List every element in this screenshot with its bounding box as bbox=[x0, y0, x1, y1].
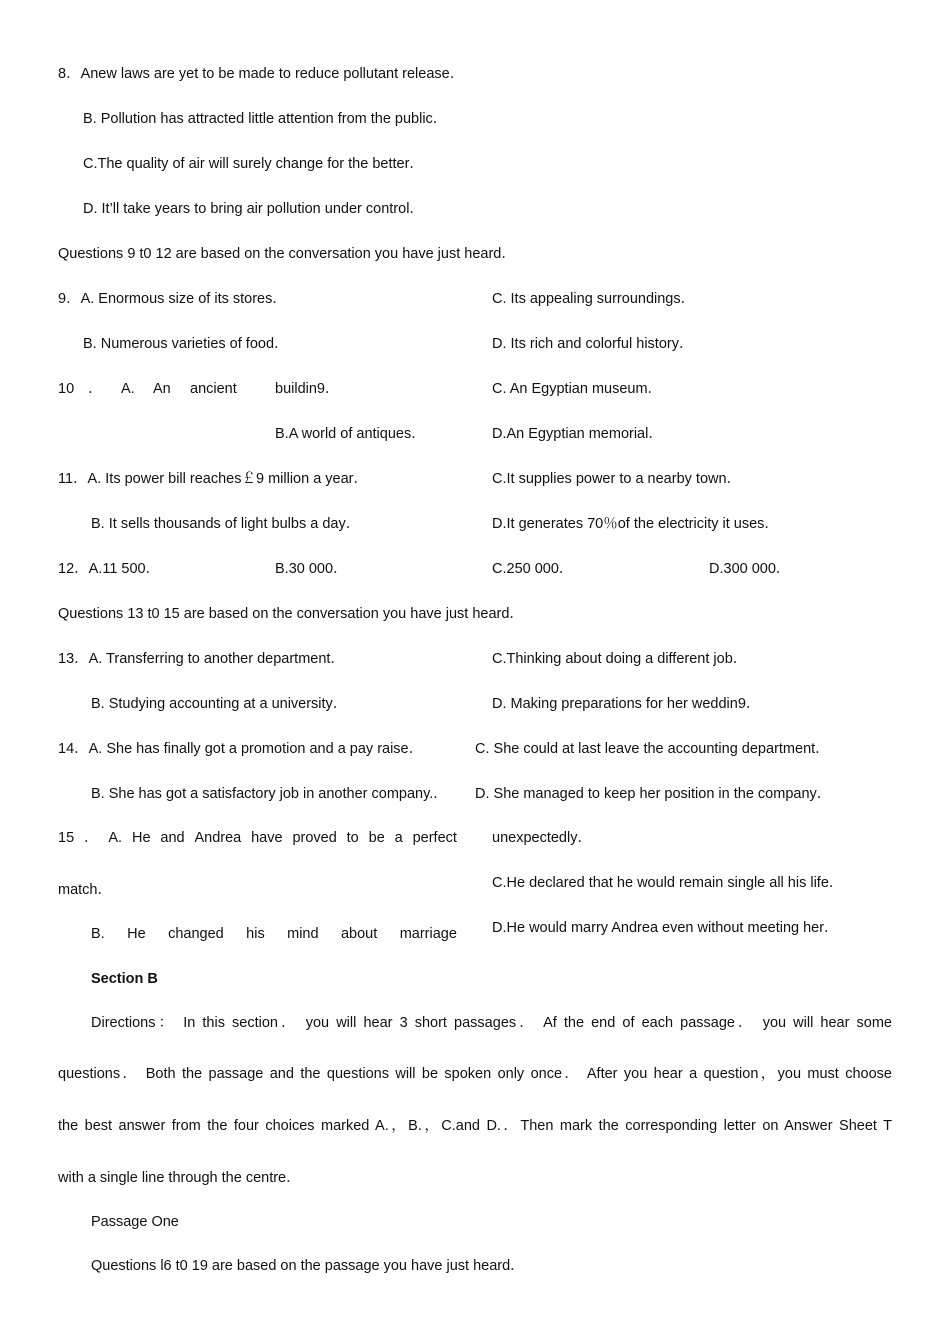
q15-b-word: He bbox=[127, 926, 146, 942]
q12-option-a: 12．A.11 500． bbox=[58, 561, 161, 577]
q14-option-c: C. She could at last leave the accounting department． bbox=[475, 741, 830, 757]
section-b-directions-line1: Directions： In this section． you will hear 3 short passages． Af the end of each passage． you will hear some bbox=[91, 1015, 892, 1031]
q15-b-word: changed bbox=[168, 926, 224, 942]
q11-option-a: 11．A. Its power bill reaches￡9 million a year． bbox=[58, 471, 368, 487]
passage-one-intro: Questions l6 t0 19 are based on the passage you have just heard． bbox=[91, 1258, 525, 1274]
q11-option-d: D.It generates 70％of the electricity it uses． bbox=[492, 516, 779, 532]
q13-option-c: C.Thinking about doing a different job． bbox=[492, 651, 748, 667]
q10-option-a-word: ancient bbox=[190, 381, 237, 397]
q14-option-d: D. She managed to keep her position in the company． bbox=[475, 786, 832, 802]
q10-option-b: B.A world of antiques． bbox=[275, 426, 426, 442]
passage-one-title: Passage One bbox=[91, 1214, 179, 1230]
q15-a-word: He bbox=[131, 830, 151, 846]
q10-option-c: C. An Egyptian museum． bbox=[492, 381, 663, 397]
section-b-directions-line4: with a single line through the centre． bbox=[58, 1170, 301, 1186]
q15-a-word: proved bbox=[292, 830, 337, 846]
q13-option-b: B. Studying accounting at a university． bbox=[91, 696, 348, 712]
q10-option-a-word: buildin9． bbox=[275, 381, 340, 397]
q14-option-a: 14．A. She has finally got a promotion and a pay raise． bbox=[58, 741, 424, 757]
q15-option-c: C.He declared that he would remain single all his life． bbox=[492, 875, 844, 891]
q15-a-word: and bbox=[160, 830, 185, 846]
q9-option-c: C. Its appealing surroundings． bbox=[492, 291, 696, 307]
q15-a-word: be bbox=[368, 830, 385, 846]
q9-option-a: 9．A. Enormous size of its stores． bbox=[58, 291, 287, 307]
q15-a-word: 15 bbox=[58, 830, 75, 846]
questions-13-15-intro: Questions 13 t0 15 are based on the conversation you have just heard． bbox=[58, 606, 524, 622]
q10-number: 10 bbox=[58, 381, 75, 397]
q8-option-b: B. Pollution has attracted little attention from the public． bbox=[83, 111, 448, 127]
q10-number-dot: ． bbox=[88, 381, 103, 397]
section-b-directions-line3: the best answer from the four choices marked A.，B.，C.and D.．Then mark the corresponding letter on Answer Sheet T bbox=[58, 1118, 892, 1134]
q15-b-word: B. bbox=[91, 926, 105, 942]
q15-a-word: Andrea bbox=[194, 830, 242, 846]
questions-9-12-intro: Questions 9 t0 12 are based on the conversation you have just heard． bbox=[58, 246, 516, 262]
q15-a-word: perfect bbox=[412, 830, 457, 846]
section-b-directions-line2: questions． Both the passage and the questions will be spoken only once． After you hear a question，you must choose bbox=[58, 1066, 892, 1082]
q15-a-word: a bbox=[394, 830, 403, 846]
q9-option-b: B. Numerous varieties of food． bbox=[83, 336, 289, 352]
q15-option-a-line2: match． bbox=[58, 882, 112, 898]
q15-option-d: D.He would marry Andrea even without meeting her． bbox=[492, 920, 839, 936]
q15-option-b-line1 bbox=[91, 924, 457, 944]
q11-option-c: C.It supplies power to a nearby town． bbox=[492, 471, 742, 487]
q8-option-c: C.The quality of air will surely change for the better． bbox=[83, 156, 424, 172]
q15-a-word: A. bbox=[108, 830, 123, 846]
q15-a-word: have bbox=[251, 830, 283, 846]
q9-option-d: D. Its rich and colorful history． bbox=[492, 336, 694, 352]
q12-option-b: B.30 000． bbox=[275, 561, 348, 577]
q15-option-a-line1 bbox=[58, 828, 457, 848]
q13-option-a: 13．A. Transferring to another department． bbox=[58, 651, 345, 667]
q8-option-a: 8．Anew laws are yet to be made to reduce pollutant release． bbox=[58, 66, 465, 82]
q15-a-word: ． bbox=[84, 830, 99, 846]
q15-a-word: to bbox=[346, 830, 359, 846]
section-b-title: Section B bbox=[91, 971, 158, 987]
q10-option-d: D.An Egyptian memorial． bbox=[492, 426, 663, 442]
q11-option-b: B. It sells thousands of light bulbs a day． bbox=[91, 516, 361, 532]
q14-option-b: B. She has got a satisfactory job in another company.． bbox=[91, 786, 448, 802]
q15-b-word: his bbox=[246, 926, 265, 942]
q10-option-a-letter: A. bbox=[121, 381, 135, 397]
q13-option-d: D. Making preparations for her weddin9． bbox=[492, 696, 761, 712]
q8-option-d: D. It’ll take years to bring air pollution under control． bbox=[83, 201, 424, 217]
q12-option-c: C.250 000． bbox=[492, 561, 574, 577]
q15-option-b-line2: unexpectedly． bbox=[492, 830, 592, 846]
q12-option-d: D.300 000． bbox=[709, 561, 791, 577]
q10-option-a-word: An bbox=[153, 381, 171, 397]
q15-b-word: mind bbox=[287, 926, 319, 942]
q15-b-word: about bbox=[340, 926, 378, 942]
q15-b-word: marriage bbox=[399, 926, 457, 942]
